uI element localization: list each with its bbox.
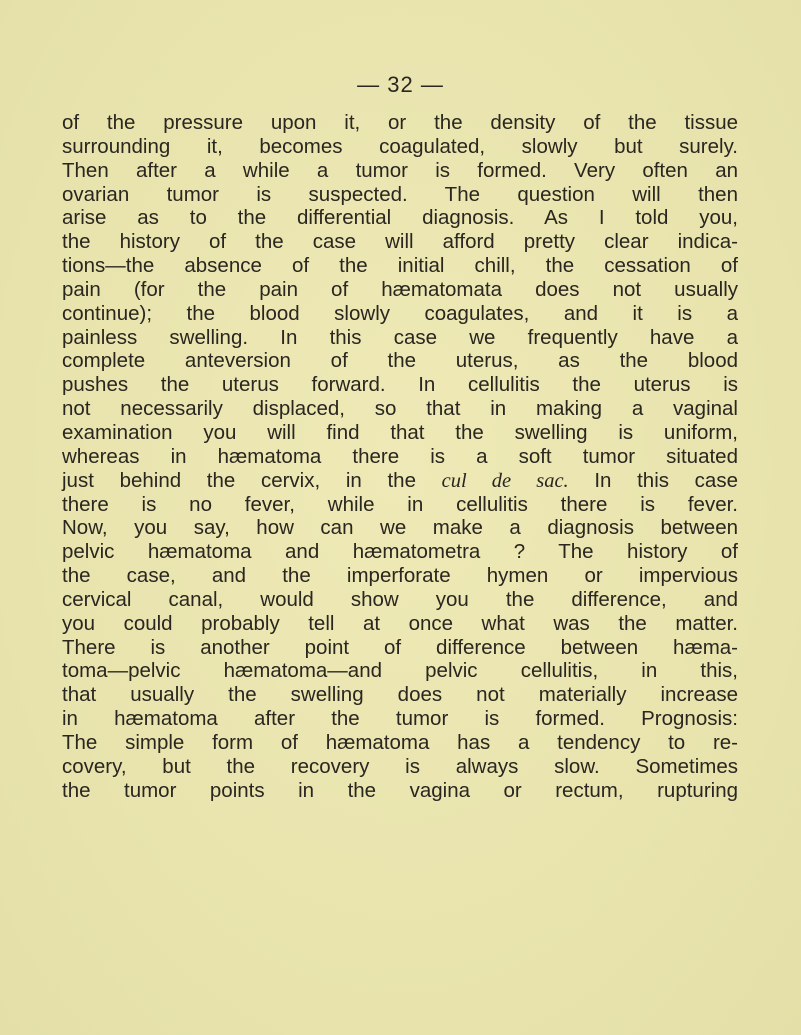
- text-line: whereas in hæmatoma there is a soft tumor situated: [62, 444, 738, 468]
- text-line: examination you will find that the swelling is uniform,: [62, 420, 738, 444]
- text-line: The simple form of hæmatoma has a tendency to re-: [62, 730, 738, 754]
- text-line: pelvic hæmatoma and hæmatometra ? The history of: [62, 540, 738, 564]
- line-text-after: In this case: [568, 468, 738, 492]
- text-line: There is another point of difference between hæma-: [62, 635, 738, 659]
- text-line: Then after a while a tumor is formed. Very often an: [62, 158, 738, 182]
- text-line: cervical canal, would show you the difference, and: [62, 587, 738, 611]
- text-line: arise as to the differential diagnosis. As I told you,: [62, 206, 738, 230]
- italic-phrase: cul de sac.: [441, 469, 569, 492]
- text-line: pain (for the pain of hæmatomata does not usually: [62, 277, 738, 301]
- text-line: the case, and the imperforate hymen or impervious: [62, 564, 738, 588]
- text-line: Now, you say, how can we make a diagnosis between: [62, 516, 738, 540]
- text-line: continue); the blood slowly coagulates, and it is a: [62, 301, 738, 325]
- text-line: toma—pelvic hæmatoma—and pelvic cellulitis, in this,: [62, 659, 738, 683]
- text-line-with-italic: [62, 469, 738, 493]
- line-text-before: just behind the cervix, in the: [62, 468, 442, 492]
- text-line: of the pressure upon it, or the density of the tissue: [62, 111, 738, 134]
- text-line: the tumor points in the vagina or rectum, rupturing: [62, 778, 738, 802]
- text-line: surrounding it, becomes coagulated, slowly but surely.: [62, 134, 738, 158]
- text-line: ovarian tumor is suspected. The question will then: [62, 182, 738, 206]
- text-line: covery, but the recovery is always slow. Sometimes: [62, 754, 738, 778]
- text-line: painless swelling. In this case we frequently have a: [62, 325, 738, 349]
- text-line: in hæmatoma after the tumor is formed. Prognosis:: [62, 707, 738, 731]
- text-line: that usually the swelling does not materially increase: [62, 683, 738, 707]
- text-line: there is no fever, while in cellulitis there is fever.: [62, 492, 738, 516]
- text-line: complete anteversion of the uterus, as the blood: [62, 349, 738, 373]
- text-line: tions—the absence of the initial chill, the cessation of: [62, 254, 738, 278]
- text-line: you could probably tell at once what was the matter.: [62, 611, 738, 635]
- body-text: [62, 111, 738, 802]
- text-line: not necessarily displaced, so that in making a vaginal: [62, 397, 738, 421]
- text-line: pushes the uterus forward. In cellulitis the uterus is: [62, 373, 738, 397]
- text-line: the history of the case will afford pretty clear indica-: [62, 230, 738, 254]
- page-number: — 32 —: [357, 72, 444, 97]
